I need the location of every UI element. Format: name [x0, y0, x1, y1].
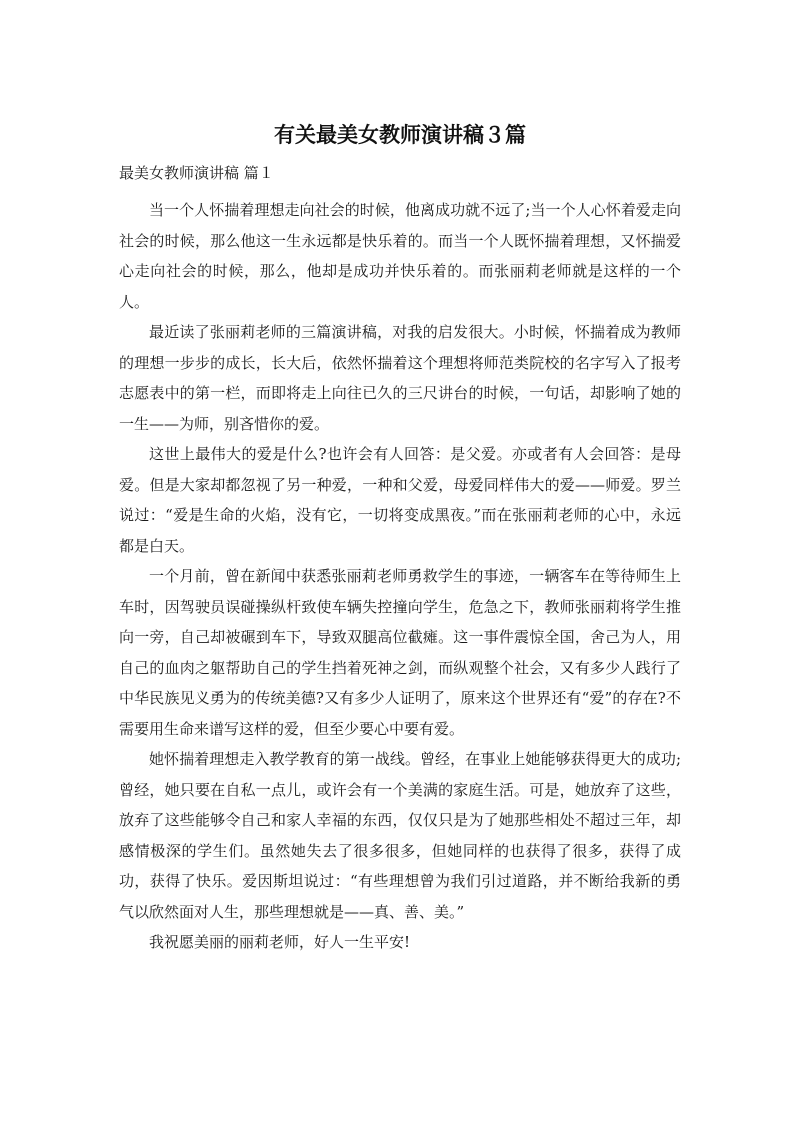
paragraph-6: 我祝愿美丽的丽莉老师，好人一生平安! [149, 933, 411, 951]
body-text [119, 195, 681, 958]
paragraph-4: 一个月前，曾在新闻中获悉张丽莉老师勇救学生的事迹，一辆客车在等待师生上车时，因驾驶员误碰操纵杆致使车辆失控撞向学生，危急之下，教师张丽莉将学生推向一旁，自己却被碾到车下，导致双腿高位截瘫。这一事件震惊全国，舍己为人，用自己的血肉之躯帮助自己的学生挡着死神之剑，而纵观整个社会，又有多少人践行了中华民族见义勇为的传统美德?又有多少人证明了，原来这个世界还有“爱”的存在?不需要用生命来谱写这样的爱，但至少要心中要有爱。 [119, 567, 681, 738]
document-title: 有关最美女教师演讲稿３篇 [274, 123, 526, 147]
paragraph-5: 她怀揣着理想走入教学教育的第一战线。曾经，在事业上她能够获得更大的成功;曾经，她只要在自私一点儿，或许会有一个美满的家庭生活。可是，她放弃了这些，放弃了这些能够令自己和家人幸福的东西，仅仅只是为了她那些相处不超过三年，却感情极深的学生们。虽然她失去了很多很多，但她同样的也获得了很多，获得了成功，获得了快乐。爱因斯坦说过：“有些理想曾为我们引过道路，并不断给我新的勇气以欣然面对人生，那些理想就是——真、善、美。” [119, 750, 681, 921]
paragraph-3: 这世上最伟大的爱是什么?也许会有人回答：是父爱。亦或者有人会回答：是母爱。但是大家却都忽视了另一种爱，一种和父爱，母爱同样伟大的爱——师爱。罗兰说过：“爱是生命的火焰，没有它，一切将变成黑夜。”而在张丽莉老师的心中，永远都是白天。 [119, 445, 681, 555]
paragraph-1: 当一个人怀揣着理想走向社会的时候，他离成功就不远了;当一个人心怀着爱走向社会的时候，那么他这一生永远都是快乐着的。而当一个人既怀揣着理想，又怀揣爱心走向社会的时候，那么，他却是成功并快乐着的。而张丽莉老师就是这样的一个人。 [119, 201, 681, 311]
paragraph-2: 最近读了张丽莉老师的三篇演讲稿，对我的启发很大。小时候，怀揣着成为教师的理想一步步的成长，长大后，依然怀揣着这个理想将师范类院校的名字写入了报考志愿表中的第一栏，而即将走上向往已久的三尺讲台的时候，一句话，却影响了她的一生——为师，别吝惜你的爱。 [119, 323, 681, 433]
section-heading: 最美女教师演讲稿 篇１ [119, 164, 274, 182]
